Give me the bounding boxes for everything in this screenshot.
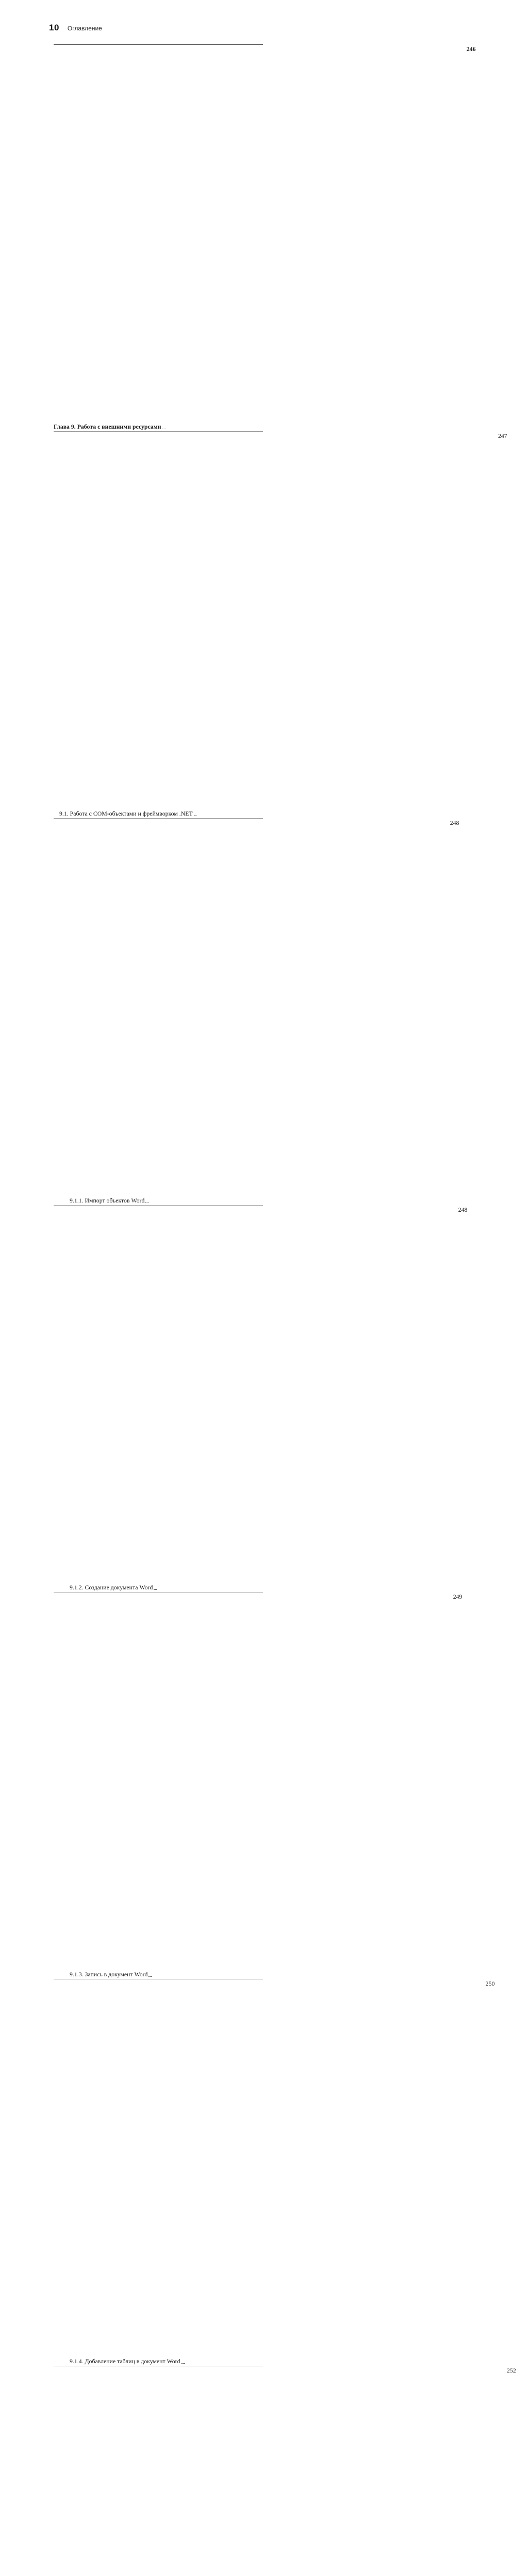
dot-leader: [154, 1589, 157, 1590]
toc-entry[interactable]: [54, 819, 459, 1206]
toc-entry-page: 252: [507, 2367, 516, 2374]
toc-entry[interactable]: [54, 1206, 468, 1592]
toc-chapter: [54, 44, 516, 2576]
toc-entry-page: 250: [485, 1980, 495, 1987]
dot-leader: [148, 1976, 152, 1977]
running-head-title: Оглавление: [67, 25, 102, 32]
toc-entry-page: 247: [498, 432, 507, 439]
running-head: [49, 23, 102, 33]
toc-entry[interactable]: [54, 1979, 495, 2366]
toc-entry[interactable]: [54, 432, 507, 819]
table-of-contents: [54, 44, 516, 2576]
toc-entry-title: 9.1.1. Импорт объектов Word: [70, 1196, 145, 1204]
page-number: 10: [49, 23, 59, 32]
toc-entry-title: 9.1.2. Создание документа Word: [70, 1583, 153, 1591]
toc-entry-title: Глава 9. Работа с внешними ресурсами: [54, 422, 161, 430]
dot-leader: [181, 2363, 185, 2364]
toc-entry-title: 9.1. Работа с COM-объектами и фреймворком .NET: [59, 809, 193, 817]
toc-entry[interactable]: [54, 2366, 516, 2576]
toc-entry-page: 248: [458, 1206, 468, 1213]
toc-entry-title: 9.1.4. Добавление таблиц в документ Word: [70, 2357, 180, 2365]
toc-entry-page: 246: [466, 45, 476, 53]
toc-entry-page: 248: [450, 819, 459, 826]
toc-entry-title: 9.1.3. Запись в документ Word: [70, 1970, 148, 1978]
toc-entry-page: 249: [453, 1593, 462, 1600]
toc-chapter-heading[interactable]: [54, 45, 476, 432]
dot-leader: [145, 1202, 148, 1203]
toc-entry[interactable]: [54, 1592, 462, 1979]
